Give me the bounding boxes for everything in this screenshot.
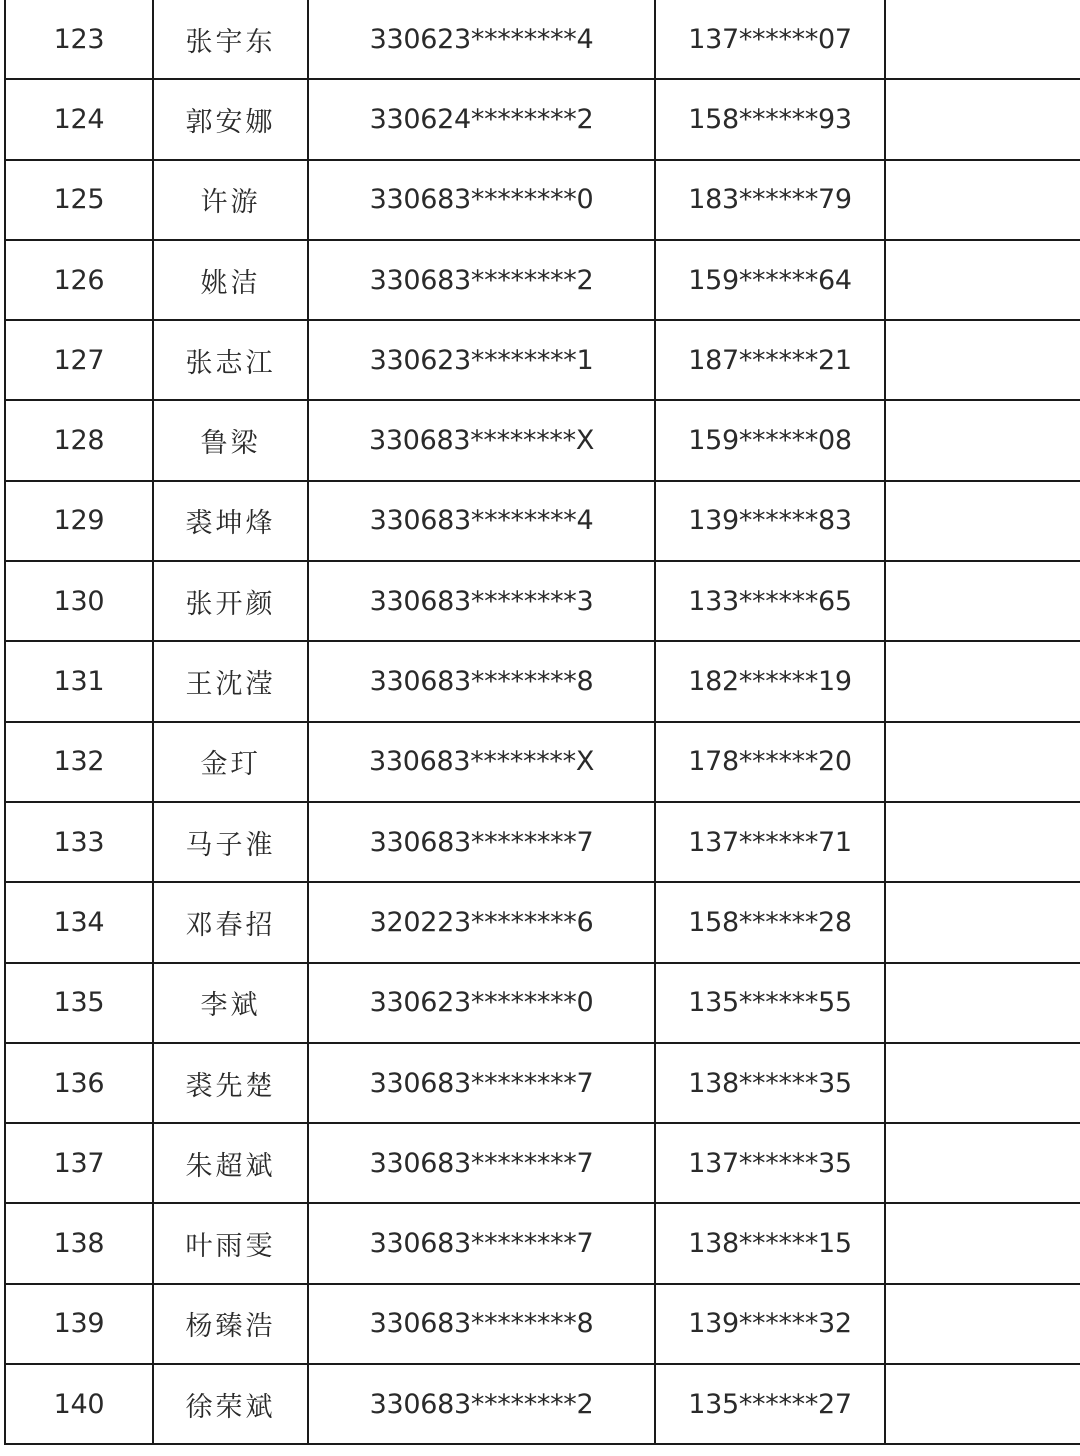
table-row [5,882,1080,962]
row-number-cell: 128 [5,400,153,480]
phone-cell: 135******27 [655,1364,885,1444]
id-number-cell: 330623********4 [308,0,655,79]
name-cell: 朱超斌 [153,1123,308,1203]
phone-cell: 182******19 [655,641,885,721]
phone-cell: 138******35 [655,1043,885,1123]
remarks-cell [885,963,1080,1043]
row-number-cell: 123 [5,0,153,79]
row-number-cell: 140 [5,1364,153,1444]
name-cell: 裘先楚 [153,1043,308,1123]
row-number-cell: 133 [5,802,153,882]
row-number-cell: 139 [5,1284,153,1364]
table-row [5,0,1080,79]
table-row [5,1203,1080,1283]
id-number-cell: 330683********2 [308,240,655,320]
phone-cell: 158******28 [655,882,885,962]
phone-cell: 135******55 [655,963,885,1043]
remarks-cell [885,561,1080,641]
phone-cell: 137******35 [655,1123,885,1203]
id-number-cell: 330683********X [308,722,655,802]
remarks-cell [885,400,1080,480]
remarks-cell [885,79,1080,159]
name-cell: 王沈滢 [153,641,308,721]
remarks-cell [885,1043,1080,1123]
remarks-cell [885,1203,1080,1283]
remarks-cell [885,481,1080,561]
name-cell: 金玎 [153,722,308,802]
name-cell: 张开颜 [153,561,308,641]
id-number-cell: 330683********7 [308,1043,655,1123]
phone-cell: 139******32 [655,1284,885,1364]
remarks-cell [885,882,1080,962]
remarks-cell [885,722,1080,802]
phone-cell: 137******07 [655,0,885,79]
id-number-cell: 330683********8 [308,641,655,721]
id-number-cell: 330683********3 [308,561,655,641]
row-number-cell: 135 [5,963,153,1043]
id-number-cell: 330623********1 [308,320,655,400]
phone-cell: 178******20 [655,722,885,802]
remarks-cell [885,0,1080,79]
row-number-cell: 134 [5,882,153,962]
name-cell: 马子淮 [153,802,308,882]
id-number-cell: 330683********2 [308,1364,655,1444]
roster-table-body [5,0,1080,1444]
table-row [5,160,1080,240]
row-number-cell: 129 [5,481,153,561]
row-number-cell: 130 [5,561,153,641]
table-row [5,802,1080,882]
roster-sheet [4,0,1080,1456]
remarks-cell [885,641,1080,721]
phone-cell: 133******65 [655,561,885,641]
remarks-cell [885,1364,1080,1444]
row-number-cell: 132 [5,722,153,802]
id-number-cell: 330683********4 [308,481,655,561]
table-row [5,400,1080,480]
name-cell: 李斌 [153,963,308,1043]
id-number-cell: 330683********7 [308,802,655,882]
roster-table [4,0,1080,1445]
phone-cell: 187******21 [655,320,885,400]
phone-cell: 183******79 [655,160,885,240]
remarks-cell [885,1123,1080,1203]
name-cell: 裘坤烽 [153,481,308,561]
id-number-cell: 330683********8 [308,1284,655,1364]
table-row [5,481,1080,561]
table-row [5,1284,1080,1364]
table-row [5,240,1080,320]
name-cell: 张宇东 [153,0,308,79]
row-number-cell: 124 [5,79,153,159]
row-number-cell: 131 [5,641,153,721]
row-number-cell: 136 [5,1043,153,1123]
phone-cell: 159******64 [655,240,885,320]
table-row [5,1364,1080,1444]
table-row [5,561,1080,641]
row-number-cell: 137 [5,1123,153,1203]
id-number-cell: 320223********6 [308,882,655,962]
row-number-cell: 127 [5,320,153,400]
row-number-cell: 138 [5,1203,153,1283]
table-row [5,1043,1080,1123]
name-cell: 邓春招 [153,882,308,962]
name-cell: 郭安娜 [153,79,308,159]
name-cell: 徐荣斌 [153,1364,308,1444]
table-row [5,1123,1080,1203]
name-cell: 叶雨雯 [153,1203,308,1283]
name-cell: 鲁梁 [153,400,308,480]
id-number-cell: 330683********X [308,400,655,480]
id-number-cell: 330683********7 [308,1203,655,1283]
name-cell: 姚洁 [153,240,308,320]
name-cell: 张志江 [153,320,308,400]
phone-cell: 138******15 [655,1203,885,1283]
phone-cell: 137******71 [655,802,885,882]
id-number-cell: 330683********7 [308,1123,655,1203]
remarks-cell [885,240,1080,320]
row-number-cell: 126 [5,240,153,320]
name-cell: 许游 [153,160,308,240]
remarks-cell [885,802,1080,882]
remarks-cell [885,1284,1080,1364]
table-row [5,79,1080,159]
id-number-cell: 330683********0 [308,160,655,240]
phone-cell: 158******93 [655,79,885,159]
remarks-cell [885,320,1080,400]
phone-cell: 139******83 [655,481,885,561]
table-row [5,722,1080,802]
remarks-cell [885,160,1080,240]
name-cell: 杨臻浩 [153,1284,308,1364]
id-number-cell: 330624********2 [308,79,655,159]
phone-cell: 159******08 [655,400,885,480]
table-row [5,320,1080,400]
row-number-cell: 125 [5,160,153,240]
table-row [5,963,1080,1043]
table-row [5,641,1080,721]
id-number-cell: 330623********0 [308,963,655,1043]
